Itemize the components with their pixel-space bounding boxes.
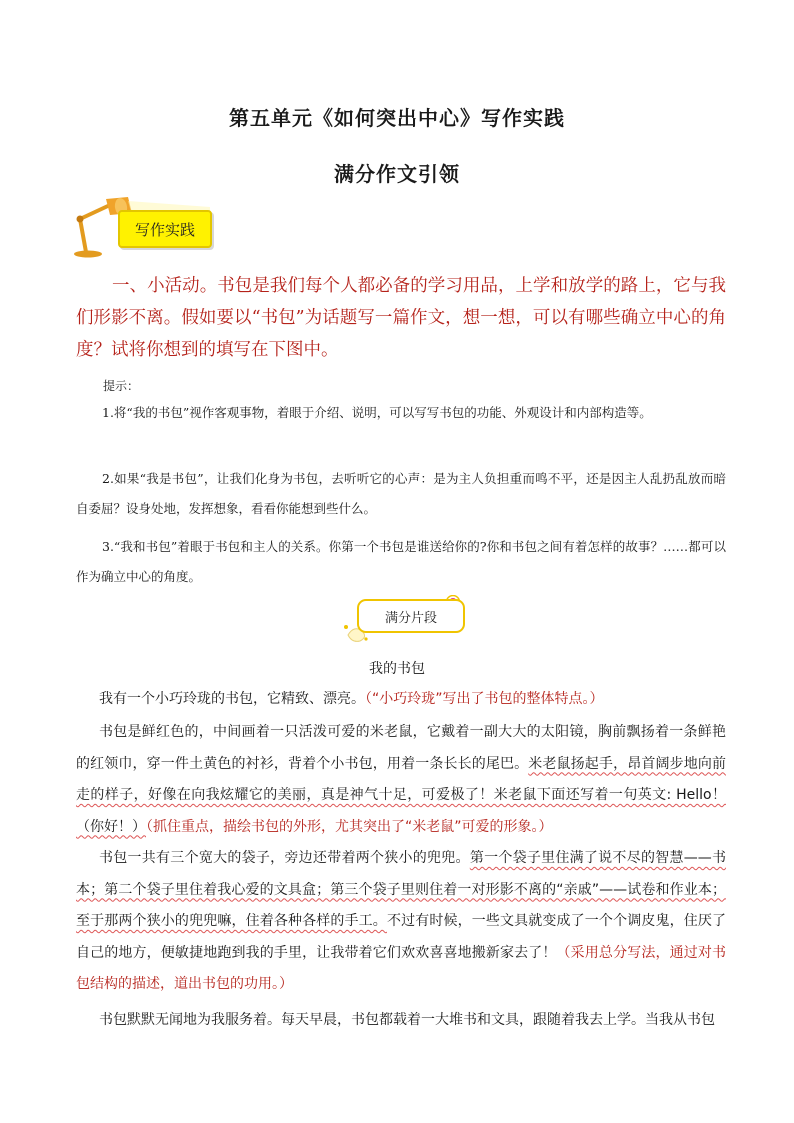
essay-text: 书包默默无闻地为我服务着。每天早晨，书包都载着一大堆书和文具，跟随着我去上学。当我从书包 (99, 1012, 715, 1028)
page-subtitle: 满分作文引领 (334, 162, 460, 186)
essay-text: 我有一个小巧玲珑的书包，它精致、漂亮。 (99, 691, 365, 707)
activity-question: 一、小活动。书包是我们每个人都必备的学习用品，上学和放学的路上，它与我们形影不离。假如要以“书包”为话题写一篇作文，想一想，可以有哪些确立中心的角度？试将你想到的填写在下图中。 (76, 276, 726, 360)
essay-text: 不过有时候，一些文具就变成了一个个调皮鬼，住厌了自己的地方，便敏捷地跑到我的手里，让我带着它们欢欢喜喜地搬新家去了！ (76, 913, 727, 961)
hint-item: 3.“我和书包”着眼于书包和主人的关系。你第一个书包是谁送给你的?你和书包之间有着怎样的故事？……都可以作为确立中心的角度。 (76, 539, 726, 584)
page-title: 第五单元《如何突出中心》写作实践 (229, 106, 565, 130)
hint-item: 2.如果“我是书包”，让我们化身为书包，去听听它的心声：是为主人负担重而鸣不平，还是因主人乱扔乱放而暗自委屈？设身处地，发挥想象，看看你能想到些什么。 (76, 471, 726, 516)
essay-paragraph (76, 717, 726, 843)
essay-text-underlined: 第一个袋子里住满了说不尽的智慧——书本；第二个袋子里住着我心爱的文具盒；第三个袋子里则住着一对形影不离的“亲戚”——试卷和作业本；至于那两个狭小的兜兜嘛，住着各种各样的手工。 (76, 850, 727, 929)
fragment-tag-wrap (340, 595, 480, 645)
hint-label: 提示： (103, 379, 140, 393)
essay-text: 书包是鲜红色的，中间画着一只活泼可爱的米老鼠，它戴着一副大大的太阳镜，胸前飘扬着一条鲜艳的红领巾，穿一件土黄色的衬衫，背着个小书包，用着一条长长的尾巴。 (76, 724, 726, 772)
essay-paragraph (76, 684, 726, 716)
essay-text: 书包一共有三个宽大的袋子，旁边还带着两个狭小的兜兜。 (99, 850, 470, 866)
essay-annotation: （“小巧玲珑”写出了书包的整体特点。） (365, 691, 604, 707)
essay-annotation: （采用总分写法，通过对书包结构的描述，道出书包的功用。） (76, 944, 726, 992)
essay-paragraph (76, 1005, 726, 1037)
fragment-tag: 满分片段 (357, 599, 465, 633)
essay-text-underlined: 米老鼠扬起手，昂首阔步地向前走的样子，好像在向我炫耀它的美丽，真是神气十足，可爱极了！米老鼠下面还写着一句英文: Hello！（你好！） (76, 755, 726, 835)
section-badge: 写作实践 (118, 210, 212, 248)
essay-title: 我的书包 (369, 661, 425, 677)
hint-item: 1.将“我的书包”视作客观事物，着眼于介绍、说明，可以写写书包的功能、外观设计和内部构造等。 (102, 405, 652, 420)
essay-paragraph (76, 843, 726, 1001)
essay-annotation: （抓住重点，描绘书包的外形，尤其突出了“米老鼠”可爱的形象。） (146, 818, 553, 835)
